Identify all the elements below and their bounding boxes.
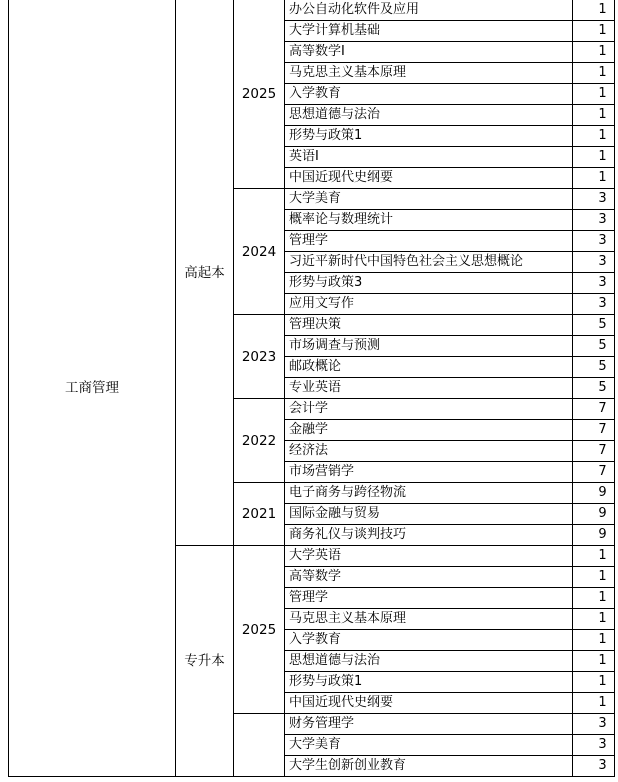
level-cell: 专升本 xyxy=(176,546,234,777)
semester-cell: 5 xyxy=(573,315,615,336)
course-name-cell: 会计学 xyxy=(285,399,573,420)
semester-cell: 7 xyxy=(573,441,615,462)
course-name-cell: 入学教育 xyxy=(285,630,573,651)
course-name-cell: 市场调查与预测 xyxy=(285,336,573,357)
course-name-cell: 高等数学 xyxy=(285,567,573,588)
semester-cell: 1 xyxy=(573,42,615,63)
semester-cell: 5 xyxy=(573,378,615,399)
year-cell: 2023 xyxy=(234,315,285,399)
semester-cell: 3 xyxy=(573,273,615,294)
course-name-cell: 管理决策 xyxy=(285,315,573,336)
course-name-cell: 中国近现代史纲要 xyxy=(285,168,573,189)
semester-cell: 1 xyxy=(573,0,615,21)
course-table xyxy=(8,0,615,777)
semester-cell: 7 xyxy=(573,399,615,420)
course-name-cell: 商务礼仪与谈判技巧 xyxy=(285,525,573,546)
year-cell xyxy=(234,714,285,777)
course-name-cell: 思想道德与法治 xyxy=(285,651,573,672)
semester-cell: 1 xyxy=(573,651,615,672)
course-name-cell: 英语I xyxy=(285,147,573,168)
semester-cell: 7 xyxy=(573,462,615,483)
semester-cell: 3 xyxy=(573,756,615,777)
semester-cell: 1 xyxy=(573,630,615,651)
course-name-cell: 专业英语 xyxy=(285,378,573,399)
course-name-cell: 国际金融与贸易 xyxy=(285,504,573,525)
course-name-cell: 管理学 xyxy=(285,588,573,609)
semester-cell: 9 xyxy=(573,504,615,525)
course-name-cell: 形势与政策3 xyxy=(285,273,573,294)
course-name-cell: 习近平新时代中国特色社会主义思想概论 xyxy=(285,252,573,273)
semester-cell: 1 xyxy=(573,63,615,84)
year-cell: 2025 xyxy=(234,546,285,714)
course-name-cell: 财务管理学 xyxy=(285,714,573,735)
course-name-cell: 思想道德与法治 xyxy=(285,105,573,126)
semester-cell: 1 xyxy=(573,672,615,693)
level-cell: 高起本 xyxy=(176,0,234,546)
course-name-cell: 形势与政策1 xyxy=(285,672,573,693)
semester-cell: 5 xyxy=(573,357,615,378)
course-name-cell: 金融学 xyxy=(285,420,573,441)
course-name-cell: 入学教育 xyxy=(285,84,573,105)
semester-cell: 1 xyxy=(573,609,615,630)
semester-cell: 1 xyxy=(573,693,615,714)
semester-cell: 3 xyxy=(573,231,615,252)
course-name-cell: 马克思主义基本原理 xyxy=(285,609,573,630)
course-name-cell: 大学生创新创业教育 xyxy=(285,756,573,777)
course-name-cell: 高等数学I xyxy=(285,42,573,63)
course-table-container xyxy=(8,0,615,777)
course-name-cell: 中国近现代史纲要 xyxy=(285,693,573,714)
semester-cell: 7 xyxy=(573,420,615,441)
semester-cell: 3 xyxy=(573,210,615,231)
course-name-cell: 大学计算机基础 xyxy=(285,21,573,42)
course-name-cell: 市场营销学 xyxy=(285,462,573,483)
semester-cell: 1 xyxy=(573,168,615,189)
semester-cell: 1 xyxy=(573,147,615,168)
semester-cell: 9 xyxy=(573,483,615,504)
semester-cell: 3 xyxy=(573,189,615,210)
course-name-cell: 马克思主义基本原理 xyxy=(285,63,573,84)
course-name-cell: 概率论与数理统计 xyxy=(285,210,573,231)
course-name-cell: 邮政概论 xyxy=(285,357,573,378)
course-name-cell: 大学英语 xyxy=(285,546,573,567)
semester-cell: 3 xyxy=(573,252,615,273)
semester-cell: 3 xyxy=(573,735,615,756)
course-name-cell: 管理学 xyxy=(285,231,573,252)
semester-cell: 9 xyxy=(573,525,615,546)
major-cell: 工商管理 xyxy=(9,0,176,777)
year-cell: 2021 xyxy=(234,483,285,546)
course-name-cell: 应用文写作 xyxy=(285,294,573,315)
semester-cell: 5 xyxy=(573,336,615,357)
semester-cell: 3 xyxy=(573,294,615,315)
course-name-cell: 办公自动化软件及应用 xyxy=(285,0,573,21)
semester-cell: 1 xyxy=(573,546,615,567)
semester-cell: 1 xyxy=(573,21,615,42)
course-name-cell: 大学美育 xyxy=(285,735,573,756)
semester-cell: 1 xyxy=(573,588,615,609)
course-name-cell: 电子商务与跨径物流 xyxy=(285,483,573,504)
semester-cell: 1 xyxy=(573,105,615,126)
table-row xyxy=(9,0,615,21)
semester-cell: 3 xyxy=(573,714,615,735)
course-name-cell: 经济法 xyxy=(285,441,573,462)
course-table-body xyxy=(9,0,615,777)
course-name-cell: 形势与政策1 xyxy=(285,126,573,147)
semester-cell: 1 xyxy=(573,84,615,105)
semester-cell: 1 xyxy=(573,126,615,147)
year-cell: 2022 xyxy=(234,399,285,483)
year-cell: 2024 xyxy=(234,189,285,315)
year-cell: 2025 xyxy=(234,0,285,189)
semester-cell: 1 xyxy=(573,567,615,588)
course-name-cell: 大学美育 xyxy=(285,189,573,210)
